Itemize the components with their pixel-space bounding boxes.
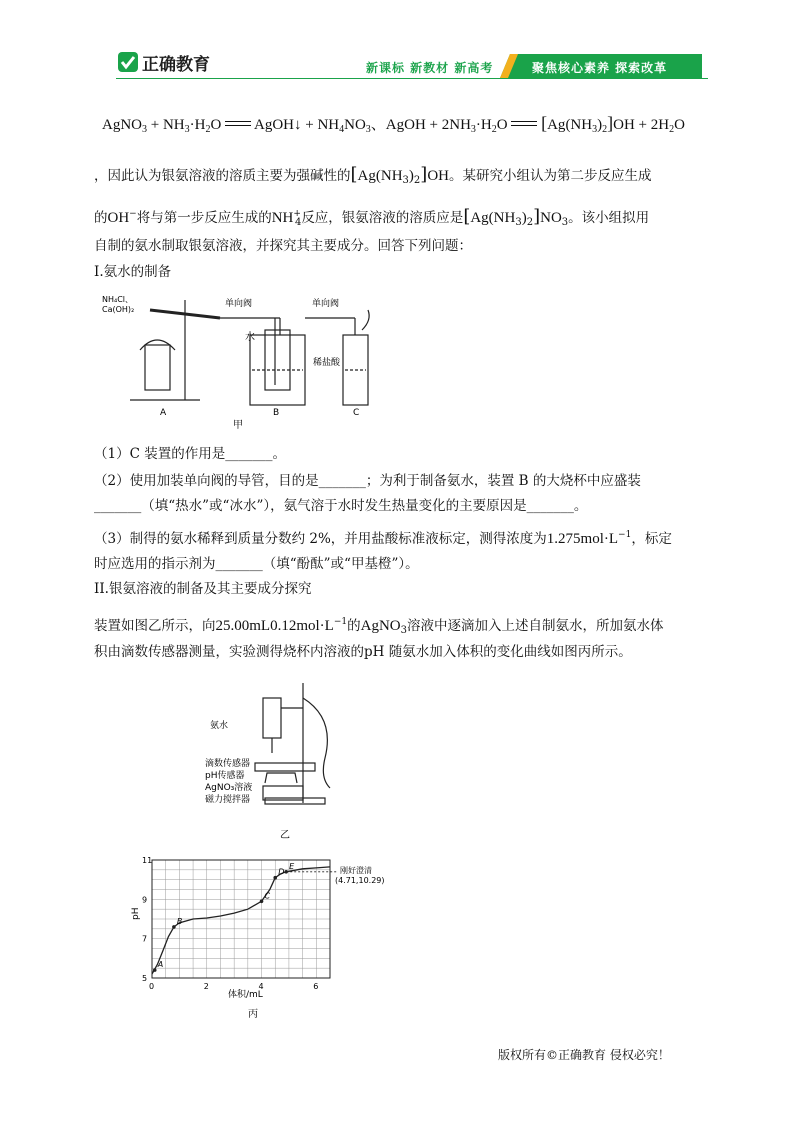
- figure-jia: [100, 290, 390, 430]
- point-label-E: E: [289, 861, 295, 871]
- label-drop-sensor: 滴数传感器: [205, 759, 251, 769]
- chart-annotation: 刚好澄清: [340, 866, 372, 875]
- point-B: [172, 925, 176, 929]
- point-label-A: A: [157, 960, 164, 970]
- chart-ylabel: pH: [131, 907, 141, 920]
- chart-annotation-point: (4.71,10.29): [335, 876, 385, 885]
- header-slogan: 聚焦核心素养 探索改革: [532, 61, 668, 75]
- burette: [263, 698, 281, 738]
- chart-ticks: [142, 856, 318, 991]
- x-tick-label: 6: [313, 982, 319, 991]
- question-2-line-1: （2）使用加装单向阀的导管，目的是_______；为利于制备氨水，装置 B 的大烧杯中应盛装: [94, 473, 641, 489]
- label-reagents: NH₄Cl、: [102, 295, 134, 304]
- y-tick-label: 11: [142, 856, 153, 865]
- logo-text: 正确教育: [142, 55, 210, 75]
- question-2-line-2: _______（填“热水”或“冰水”），氨气溶于水时发生热量变化的主要原因是_______。: [94, 498, 588, 514]
- footer-copyright: 版权所有©正确教育 侵权必究！: [498, 1048, 670, 1062]
- point-D: [273, 876, 277, 880]
- point-label-C: C: [264, 891, 271, 901]
- chart-caption: 丙: [248, 1009, 258, 1020]
- section2-para-line-2: 积由滴数传感器测量，实验测得烧杯内溶液的pH 随氨水加入体积的变化曲线如图丙所示。: [94, 644, 632, 660]
- section2-title: II.银氨溶液的制备及其主要成分探究: [94, 581, 312, 597]
- header-tags: 新课标 新教材 新高考: [366, 61, 494, 75]
- label-valve2: 单向阀: [312, 299, 340, 309]
- label-c: C: [353, 408, 360, 418]
- figure-caption-yi: 乙: [280, 830, 290, 841]
- label-reagents2: Ca(OH)₂: [102, 305, 135, 314]
- header-divider: [116, 78, 708, 79]
- point-label-D: D: [278, 867, 285, 877]
- burner: [145, 345, 170, 390]
- point-label-B: B: [176, 916, 183, 926]
- label-water: 水: [245, 332, 255, 343]
- equation-line: AgNO$_3$ + $NH_3\cdot H_2O$ AgOH↓ + $NH_4NO_3$、AgOH + $2NH_3\cdot H_2O$ $[Ag(NH_3)_2]OH + 2H_2O$: [102, 113, 685, 135]
- label-acid: 稀盐酸: [313, 358, 341, 368]
- label-a: A: [160, 408, 167, 418]
- x-tick-label: 2: [203, 982, 209, 991]
- figure-caption-jia: 甲: [233, 420, 243, 430]
- section1-title: I.氨水的制备: [94, 264, 172, 280]
- section2-para-line-1: 装置如图乙所示，向$25.00mL0.12mol\cdot L^{-1}$的AgNO$_3$溶液中逐滴加入上述自制氨水，所加氨水体: [94, 617, 664, 636]
- label-ph-sensor: pH传感器: [205, 771, 245, 781]
- para-line-2: 的OH−将与第一步反应生成的$NH^+_4$反应，银氨溶液的溶质应是$[Ag(NH_3)_2]NO_3$。该小组拟用: [94, 206, 650, 228]
- label-ammonia: 氨水: [210, 721, 229, 731]
- x-tick-label: 0: [149, 982, 155, 991]
- ph-chart: [130, 845, 400, 1020]
- logo-check-icon: [118, 52, 138, 72]
- x-tick-label: 4: [258, 982, 264, 991]
- figure-yi: [205, 678, 365, 848]
- question-3-line-2: 时应选用的指示剂为_______（填“酚酞”或“甲基橙”）。: [94, 556, 419, 572]
- para-line-1: ，因此认为银氨溶液的溶质主要为强碱性的$[Ag(NH_3)_2]OH$。某研究小组认为第二步反应生成: [94, 164, 652, 186]
- point-A: [153, 968, 157, 972]
- label-stirrer: 磁力搅拌器: [205, 795, 251, 805]
- y-tick-label: 5: [142, 974, 148, 983]
- question-3-line-1: （3）制得的氨水稀释到质量分数约 2%，并用盐酸标准液标定，测得浓度为$1.275mol\cdot L^{-1}$，标定: [94, 530, 672, 547]
- drop-sensor: [255, 763, 315, 771]
- chart-xlabel: 体积/mL: [228, 990, 263, 1000]
- question-1: （1）C 装置的作用是_______。: [94, 446, 286, 462]
- label-agno3: AgNO₃溶液: [205, 783, 253, 793]
- y-tick-label: 9: [142, 895, 148, 905]
- y-tick-label: 7: [142, 934, 148, 944]
- para-line-3: 自制的氨水制取银氨溶液，并探究其主要成分。回答下列问题：: [94, 238, 472, 254]
- chart-points: [153, 862, 338, 972]
- label-b: B: [273, 408, 280, 418]
- point-C: [260, 900, 264, 904]
- label-valve1: 单向阀: [225, 299, 253, 309]
